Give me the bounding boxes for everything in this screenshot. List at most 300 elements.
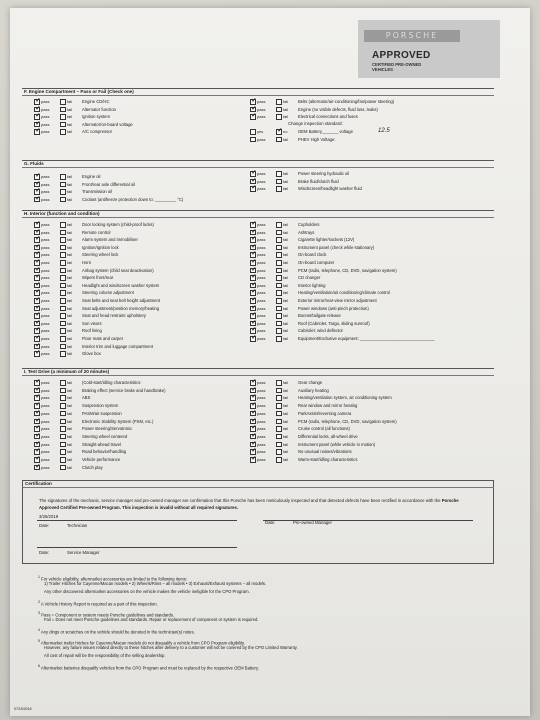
checkbox[interactable] <box>276 245 282 251</box>
checkbox[interactable] <box>34 380 40 386</box>
checkbox[interactable] <box>34 197 40 203</box>
checklist-item-label: Instrument panel (while vehicle in motion) <box>298 441 376 447</box>
check-mark-icon: ✓ <box>251 440 257 447</box>
checklist-item-label: Headlight and windscreen washer system <box>82 282 160 288</box>
checkbox[interactable] <box>60 434 66 440</box>
checkbox[interactable] <box>60 442 66 448</box>
checkbox[interactable] <box>60 222 66 228</box>
checkbox-label: pass <box>257 403 266 409</box>
checkbox-label: pass <box>41 222 50 227</box>
checkbox[interactable] <box>34 260 40 266</box>
engine-compartment-section <box>22 88 494 150</box>
footnote-line: Fail = Does not meet Porsche guidelines and standards. Repair or replacement of component or system is required. <box>44 617 259 622</box>
checklist-item-label: Floor mats and carpet <box>82 336 123 341</box>
checkbox[interactable] <box>250 237 256 243</box>
checkbox[interactable] <box>250 222 256 228</box>
check-mark-icon: ✓ <box>35 386 41 393</box>
check-mark-icon: ✓ <box>251 297 257 303</box>
checklist-item <box>34 113 264 121</box>
checkbox[interactable] <box>60 197 66 203</box>
checkbox-label: pass <box>257 99 266 104</box>
checkbox[interactable] <box>60 298 66 304</box>
checkbox-label: fail <box>67 229 73 235</box>
checkbox[interactable] <box>276 222 282 228</box>
checklist-item-label: PCM (radio, telephone, CD, DVD, navigation system) <box>298 267 397 273</box>
checkbox[interactable] <box>250 290 256 296</box>
check-mark-icon: ✓ <box>35 319 41 326</box>
checkbox[interactable] <box>60 275 66 281</box>
checklist-item <box>250 244 480 252</box>
checklist-item <box>250 221 480 229</box>
check-mark-icon: ✓ <box>35 448 41 455</box>
checkbox[interactable] <box>276 275 282 281</box>
checkbox[interactable] <box>60 230 66 236</box>
checkbox[interactable] <box>276 457 282 463</box>
checkbox-label: fail <box>67 457 73 462</box>
checkbox[interactable] <box>60 419 66 425</box>
checkbox-label: fail <box>283 186 289 191</box>
checkbox-label: pass <box>257 229 266 235</box>
checklist-item-label: Gear change <box>298 380 323 385</box>
checkbox-label: fail <box>67 260 73 265</box>
checklist-item <box>250 402 480 410</box>
checkbox[interactable] <box>276 260 282 266</box>
checkbox[interactable] <box>276 313 282 319</box>
checkbox[interactable] <box>34 403 40 409</box>
checklist-item-label: Airbag system (child seat deactivation) <box>82 267 154 273</box>
checkbox[interactable] <box>250 107 256 113</box>
checkbox-label: pass <box>41 244 50 250</box>
checkbox[interactable] <box>60 99 66 105</box>
check-mark-icon: ✓ <box>35 312 41 319</box>
check-mark-icon: ✓ <box>35 243 41 250</box>
checklist-item-label: Heating/ventilation/air conditioning/climate control <box>298 290 390 296</box>
checkbox[interactable] <box>250 449 256 455</box>
checkbox[interactable] <box>60 328 66 334</box>
checklist-item-label: On-board clock <box>298 252 327 258</box>
checkbox[interactable] <box>34 465 40 471</box>
checkbox-label: pass <box>257 136 266 142</box>
form-code: 07/15/2016 <box>14 707 32 711</box>
checkbox[interactable] <box>250 313 256 319</box>
checkbox[interactable] <box>60 252 66 258</box>
checkbox[interactable] <box>34 344 40 350</box>
checkbox-label: pass <box>41 313 50 319</box>
checkbox[interactable] <box>60 411 66 417</box>
checkbox[interactable] <box>250 336 256 342</box>
checkbox-label: fail <box>283 336 289 341</box>
checkbox[interactable] <box>276 268 282 274</box>
checklist-item <box>34 173 264 181</box>
checkbox-label: fail <box>67 290 73 296</box>
checkbox[interactable] <box>34 99 40 105</box>
checkbox-label: pass <box>257 171 266 176</box>
checklist-item-label: Braking effect (service brake and handbrake) <box>82 387 166 393</box>
footnote-line: $^1$ For vehicle eligibility, aftermarket accessories are limited to the following items: <box>38 575 187 582</box>
checkbox[interactable] <box>34 275 40 281</box>
checkbox[interactable] <box>34 336 40 342</box>
checkbox[interactable] <box>60 449 66 455</box>
checklist-item-label: Glove box <box>82 351 101 357</box>
checkbox[interactable] <box>250 328 256 334</box>
checkbox[interactable] <box>34 222 40 228</box>
checkbox[interactable] <box>34 395 40 401</box>
checkbox[interactable] <box>60 129 66 135</box>
checkbox-label: pass <box>41 410 50 416</box>
checkbox[interactable] <box>60 465 66 471</box>
checklist-item <box>34 121 264 129</box>
checkbox[interactable] <box>276 328 282 334</box>
checkbox[interactable] <box>60 351 66 357</box>
checkbox[interactable] <box>34 174 40 180</box>
checkbox[interactable] <box>250 99 256 105</box>
checkbox[interactable] <box>34 182 40 188</box>
checkbox[interactable] <box>250 245 256 251</box>
checkbox-label: fail <box>283 313 289 319</box>
checkbox[interactable] <box>60 174 66 180</box>
checkbox[interactable] <box>34 252 40 258</box>
checkbox-label: fail <box>283 380 289 385</box>
checkbox[interactable] <box>250 426 256 432</box>
checklist-item-label: Clutch play <box>82 464 103 470</box>
checklist-item <box>34 418 264 426</box>
checkbox[interactable] <box>250 275 256 281</box>
checkbox[interactable] <box>60 403 66 409</box>
checkbox[interactable] <box>250 186 256 192</box>
checkbox[interactable] <box>60 260 66 266</box>
checkbox[interactable] <box>276 107 282 113</box>
checkbox[interactable] <box>34 268 40 274</box>
checkbox[interactable] <box>60 388 66 394</box>
check-mark-icon: ✓ <box>251 409 257 416</box>
checkbox[interactable] <box>250 171 256 177</box>
checkbox[interactable] <box>276 171 282 177</box>
checkbox-label: fail <box>283 410 289 416</box>
checkbox[interactable] <box>276 237 282 243</box>
checkbox[interactable] <box>60 306 66 312</box>
checkbox-label: pass <box>41 387 50 393</box>
checkbox[interactable] <box>250 388 256 394</box>
checkbox[interactable] <box>276 290 282 296</box>
signature-date-value[interactable]: 3/26/2019 <box>39 514 59 519</box>
checkbox-label: pass <box>257 387 266 393</box>
checkbox-label: fail <box>67 351 73 357</box>
checkbox-label: fail <box>67 114 73 119</box>
checklist-item-label: Alternator function <box>82 106 116 112</box>
checkbox-label: fail <box>283 99 289 104</box>
checkbox-label: pass <box>257 433 266 439</box>
checkbox[interactable] <box>60 290 66 296</box>
check-mark-icon: ✓ <box>251 281 257 288</box>
check-mark-icon: ✓ <box>251 236 257 243</box>
checkbox[interactable] <box>250 298 256 304</box>
checkbox-label: fail <box>283 252 289 258</box>
checkbox[interactable] <box>250 114 256 120</box>
checkbox[interactable] <box>276 179 282 185</box>
checkbox[interactable] <box>250 380 256 386</box>
checkbox[interactable] <box>276 99 282 105</box>
checkbox[interactable] <box>250 260 256 266</box>
checkbox-label: pass <box>41 351 50 357</box>
checkbox[interactable] <box>60 189 66 195</box>
checkbox-label: fail <box>67 433 73 439</box>
checkbox[interactable] <box>250 442 256 448</box>
checkbox[interactable] <box>276 419 282 425</box>
check-mark-icon: ✓ <box>35 221 41 227</box>
checkbox-label: fail <box>67 395 73 401</box>
checkbox[interactable] <box>60 380 66 386</box>
checkbox[interactable] <box>34 434 40 440</box>
checkbox[interactable] <box>34 306 40 312</box>
checklist-item-label: Coolant (antifreeze protection down to: _________ °C) <box>82 196 184 202</box>
check-mark-icon: ✓ <box>35 394 41 401</box>
checklist-item-label: Cruise control (all functions) <box>298 426 350 432</box>
checkbox[interactable] <box>250 283 256 289</box>
checklist-item <box>250 441 480 449</box>
checkbox[interactable] <box>250 403 256 409</box>
checkbox-label: fail <box>67 305 73 311</box>
check-mark-icon: ✓ <box>35 335 41 341</box>
checklist-item <box>250 274 480 282</box>
checklist-item-label: A/C compressor <box>82 129 113 134</box>
checklist-item <box>34 267 264 275</box>
checkbox-label: pass <box>257 252 266 258</box>
checkbox-label: pass <box>257 186 266 191</box>
checkbox[interactable] <box>34 457 40 463</box>
checkbox[interactable] <box>34 107 40 113</box>
phev-row <box>250 136 490 144</box>
checklist-item <box>250 267 480 275</box>
checkbox-label: fail <box>283 171 289 176</box>
checkbox-label: pass <box>41 290 50 296</box>
checkbox[interactable] <box>34 283 40 289</box>
checkbox[interactable] <box>276 336 282 342</box>
checkbox[interactable] <box>60 321 66 327</box>
check-mark-icon: ✓ <box>35 180 41 187</box>
battery-voltage-value[interactable]: 12.5 <box>378 128 390 134</box>
checkbox[interactable] <box>60 114 66 120</box>
checklist-item <box>34 441 264 449</box>
checkbox[interactable] <box>60 182 66 188</box>
checkbox-label: pass <box>41 418 50 424</box>
footnote-line: However, any failure issues related directly to these hitches after delivery to a customer will not be covered by the CPO Limited Warranty. <box>44 645 298 651</box>
checkbox-label: fail <box>67 441 73 447</box>
checkbox-label: fail <box>67 129 73 134</box>
checkbox[interactable] <box>276 230 282 236</box>
check-mark-icon: ✓ <box>251 113 257 119</box>
check-mark-icon: ✓ <box>35 297 41 303</box>
check-mark-icon: ✓ <box>35 440 41 447</box>
checklist-item-label: Straight-ahead travel <box>82 441 121 447</box>
check-mark-icon: ✓ <box>35 417 41 424</box>
checkbox-label: fail <box>283 449 289 455</box>
checkbox[interactable] <box>60 268 66 274</box>
checkbox[interactable] <box>250 129 256 135</box>
footnote-line: All cost of repair will be the responsibility of the selling dealership. <box>44 652 166 658</box>
checkbox-label: fail <box>67 298 73 303</box>
checklist-item-label: Rear window and mirror heating <box>298 403 358 409</box>
checkbox-label: pass <box>257 426 266 432</box>
checklist-item-label: PCM (radio, telephone, CD, DVD, navigation system) <box>298 418 397 424</box>
checkbox-label: pass <box>41 441 50 447</box>
checkbox[interactable] <box>250 411 256 417</box>
checkbox-label: pass <box>41 267 50 273</box>
checklist-item <box>250 259 480 267</box>
checkbox-label: fail <box>67 244 73 250</box>
checklist-item <box>250 312 480 320</box>
checklist-item-label: Engine CD/HC <box>82 99 110 104</box>
check-mark-icon: ✓ <box>35 105 41 112</box>
checkbox-label: pass <box>41 282 50 288</box>
checkbox-label: pass <box>41 464 50 470</box>
checkbox[interactable] <box>34 122 40 128</box>
checkbox[interactable] <box>250 419 256 425</box>
checklist-item <box>250 379 480 387</box>
checkbox[interactable] <box>250 179 256 185</box>
checkbox[interactable] <box>276 403 282 409</box>
checkbox-label: fail <box>67 282 73 288</box>
checklist-item-label: Alarm system and immobiliser <box>82 237 138 243</box>
checkbox[interactable] <box>250 457 256 463</box>
checkbox[interactable] <box>60 107 66 113</box>
footnote-line: $^2$ A Vehicle History Report is required as a part of this inspection. <box>38 600 158 607</box>
checkbox-label: fail <box>283 426 289 432</box>
checklist-item-label: Horn <box>82 260 92 265</box>
checkbox[interactable] <box>34 449 40 455</box>
checkbox[interactable] <box>60 344 66 350</box>
checkbox[interactable] <box>276 442 282 448</box>
checklist-item-label: Interior lighting <box>298 282 326 288</box>
checkbox[interactable] <box>34 290 40 296</box>
checklist-item <box>34 387 264 395</box>
checkbox-label: pass <box>257 222 266 227</box>
checkbox[interactable] <box>60 237 66 243</box>
checkbox[interactable] <box>60 313 66 319</box>
checkbox-label: fail <box>283 395 289 401</box>
check-mark-icon: ✓ <box>251 98 257 104</box>
checkbox-label: fail <box>67 380 73 385</box>
checkbox[interactable] <box>250 321 256 327</box>
checklist-item-label: Roof (Cabriolet, Targa, sliding sunroof) <box>298 320 370 326</box>
check-mark-icon: ✓ <box>35 188 41 194</box>
checklist-item <box>250 113 480 121</box>
checkbox[interactable] <box>276 298 282 304</box>
checkbox-label: pass <box>257 418 266 424</box>
checklist-item <box>250 456 480 464</box>
checkbox-label: pass <box>41 189 50 194</box>
checkbox-label: fail <box>67 174 73 179</box>
checkbox[interactable] <box>276 252 282 258</box>
checklist-item-label: Electronic Stability System (PSM, etc.) <box>82 418 154 424</box>
checklist-item <box>250 178 480 186</box>
checkbox[interactable] <box>34 442 40 448</box>
checkbox[interactable] <box>276 186 282 192</box>
checkbox[interactable] <box>250 434 256 440</box>
checkbox[interactable] <box>34 388 40 394</box>
oem-battery-label: OEM Battery_______ voltage <box>298 129 353 134</box>
checkbox[interactable] <box>276 411 282 417</box>
checkbox[interactable] <box>34 351 40 357</box>
checkbox[interactable] <box>60 457 66 463</box>
check-mark-icon: ✓ <box>35 456 41 462</box>
checkbox-label: pass <box>257 290 266 296</box>
checkbox[interactable] <box>276 283 282 289</box>
checkbox[interactable] <box>60 122 66 128</box>
checkbox[interactable] <box>60 283 66 289</box>
checkbox[interactable] <box>34 426 40 432</box>
checkbox[interactable] <box>276 380 282 386</box>
checkbox[interactable] <box>250 268 256 274</box>
check-mark-icon: ✓ <box>251 304 257 311</box>
check-mark-icon: ✓ <box>35 228 41 235</box>
checkbox-label: pass <box>257 106 266 112</box>
checkbox[interactable] <box>34 313 40 319</box>
checkbox[interactable] <box>34 328 40 334</box>
checkbox[interactable] <box>34 129 40 135</box>
checkbox[interactable] <box>60 395 66 401</box>
checklist-item <box>34 282 264 290</box>
checkbox[interactable] <box>34 237 40 243</box>
checkbox[interactable] <box>34 189 40 195</box>
checkbox[interactable] <box>60 245 66 251</box>
checklist-item-label: Engine (no visible defects, fluid loss, leaks) <box>298 106 378 112</box>
check-mark-icon: ✓ <box>251 228 257 235</box>
checkbox[interactable] <box>34 114 40 120</box>
checkbox[interactable] <box>276 426 282 432</box>
check-mark-icon: ✓ <box>251 177 257 184</box>
checkbox-label: fail <box>283 244 289 250</box>
checkbox[interactable] <box>34 245 40 251</box>
checkbox-label: fail <box>283 222 289 227</box>
checklist-item-label: Steering column adjustment <box>82 290 134 296</box>
checkbox[interactable] <box>276 388 282 394</box>
checkbox[interactable] <box>276 449 282 455</box>
check-mark-icon: ✓ <box>35 350 41 357</box>
checkbox[interactable] <box>276 114 282 120</box>
checkbox[interactable] <box>34 230 40 236</box>
checkbox[interactable] <box>276 434 282 440</box>
checkbox-label: fail <box>283 267 289 273</box>
checkbox[interactable] <box>60 426 66 432</box>
checklist-item <box>250 305 480 313</box>
checkbox[interactable] <box>34 419 40 425</box>
checkbox[interactable] <box>34 321 40 327</box>
checkbox[interactable] <box>34 411 40 417</box>
checkbox[interactable] <box>250 230 256 236</box>
checkbox[interactable] <box>250 395 256 401</box>
checkbox-label: pass <box>41 129 50 134</box>
checkbox-label: pass <box>41 336 50 341</box>
checkbox[interactable] <box>250 137 256 143</box>
checkbox[interactable] <box>60 336 66 342</box>
checkbox[interactable] <box>276 306 282 312</box>
checkbox[interactable] <box>34 298 40 304</box>
checkbox[interactable] <box>276 395 282 401</box>
checkbox[interactable] <box>250 252 256 258</box>
checklist-item <box>34 410 264 418</box>
checkbox-label: pass <box>41 229 50 235</box>
checkbox[interactable] <box>250 306 256 312</box>
checkbox[interactable] <box>276 137 282 143</box>
checkbox[interactable] <box>276 129 282 135</box>
section-title: I. Test Drive (a minimum of 20 minutes) <box>24 369 110 374</box>
checklist-item-label: Auxiliary heating <box>298 387 329 393</box>
checkbox[interactable] <box>276 321 282 327</box>
checklist-item <box>34 297 264 305</box>
check-mark-icon: ✓ <box>251 170 257 176</box>
checklist-item <box>34 229 264 237</box>
checklist-item <box>250 335 480 343</box>
